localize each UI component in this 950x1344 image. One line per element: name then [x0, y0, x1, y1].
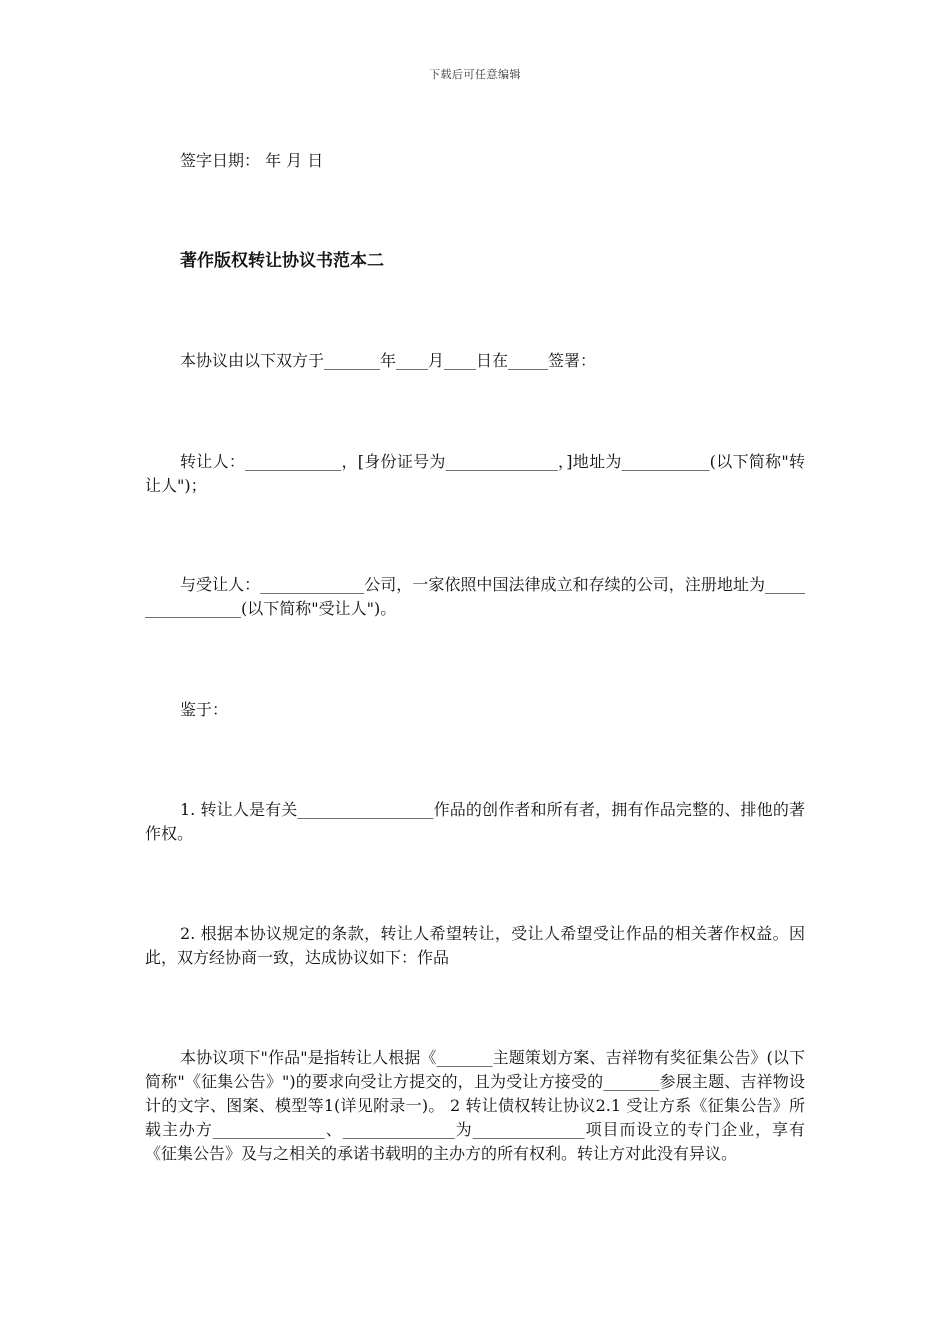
work-definition-paragraph: 本协议项下"作品"是指转让人根据《_______主题策划方案、吉祥物有奖征集公告》(以下简称"《征集公告》")的要求向受让方提交的，且为受让方接受的_______参展主题、吉祥物设计的文字、图案、模型等1(详见附录一)。 2 转让债权转让协议2.1 受让方系《征集公告》所载主办方______________、______________为______________项目而设立的专门企业，享有《征集公告》及与之相关的承诺书载明的主办方的所有权利。转让方对此没有异议。	[145, 1048, 805, 1163]
whereas-heading: 鉴于：	[180, 700, 229, 719]
transferee-paragraph: 与受让人：_____________公司，一家依照中国法律成立和存续的公司，注册地址为_________________(以下简称"受让人")。	[145, 575, 805, 618]
clause-item-2: 2. 根据本协议规定的条款，转让人希望转让，受让人希望受让作品的相关著作权益。因此，双方经协商一致，达成协议如下：作品	[145, 924, 805, 967]
sign-date-line: 签字日期： 年 月 日	[180, 151, 324, 170]
document-title: 著作版权转让协议书范本二	[180, 251, 384, 271]
intro-paragraph: 本协议由以下双方于_______年____月____日在_____签署：	[180, 351, 597, 370]
transferor-paragraph: 转让人：____________，[身份证号为______________，]地址为___________(以下简称"转让人")；	[145, 452, 805, 495]
clause-item-1: 1. 转让人是有关_________________作品的创作者和所有者，拥有作品完整的、排他的著作权。	[145, 800, 805, 843]
header-note: 下载后可任意编辑	[429, 68, 521, 81]
